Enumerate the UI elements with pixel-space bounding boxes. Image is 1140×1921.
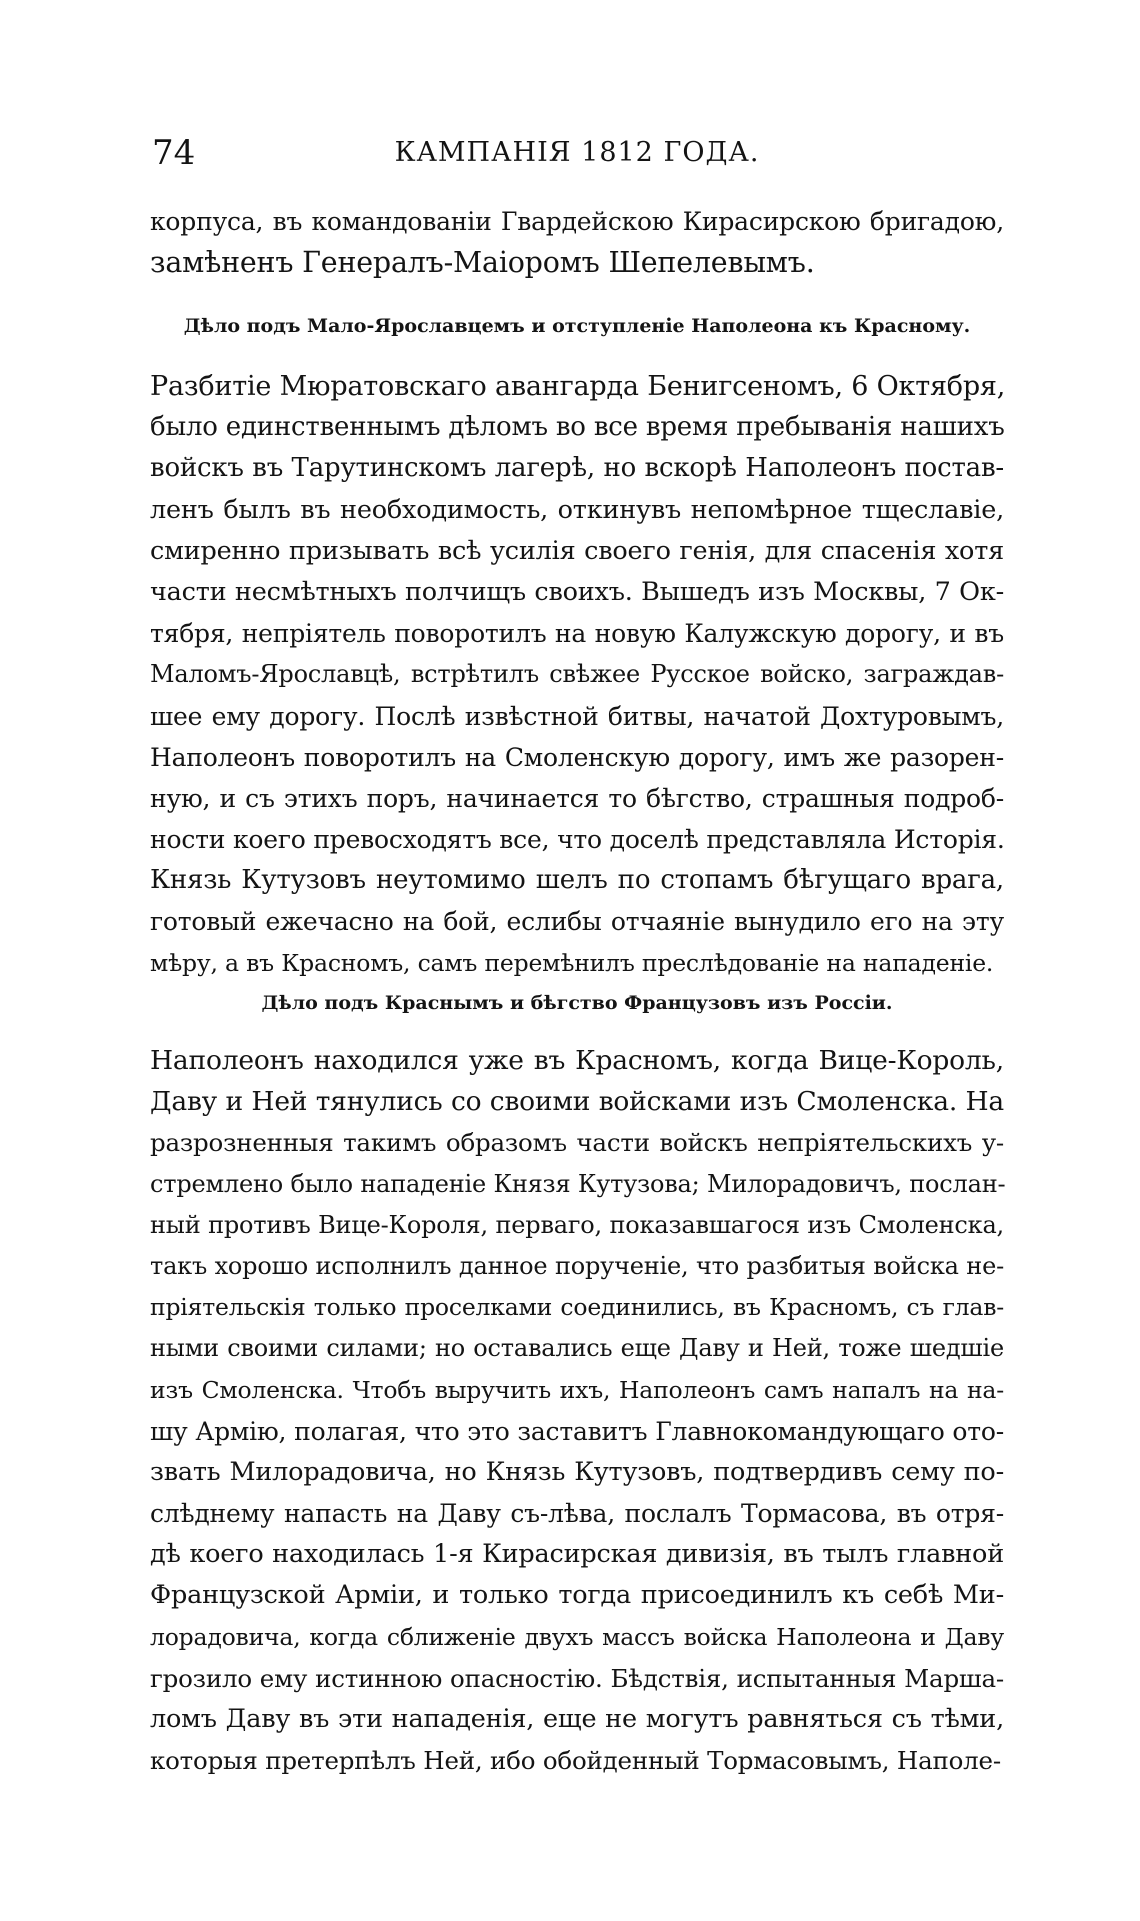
section-heading-maloyaroslavets: Дѣло подъ Мало-Ярославцемъ и отступленіе Наполеона къ Красному. — [183, 315, 971, 337]
text-line: которыя претерпѣлъ Ней, ибо обойденный Тормасовымъ, Наполе- — [150, 1746, 1001, 1776]
text-line: части несмѣтныхъ полчищъ своихъ. Вышедъ изъ Москвы, 7 Ок- — [150, 576, 1004, 607]
paragraph-krasnoye — [150, 1040, 1004, 1781]
text-line: ности коего превосходятъ все, что доселѣ представляла Исторія. — [150, 825, 1005, 855]
text-line: мѣру, а въ Красномъ, самъ перемѣнилъ преслѣдованіе на нападеніе. — [150, 948, 994, 977]
text-line: шее ему дорогу. Послѣ извѣстной битвы, начатой Дохтуровымъ, — [150, 701, 1004, 731]
text-line: тября, непріятель поворотилъ на новую Калужскую дорогу, и въ — [150, 619, 1004, 649]
text-line: Наполеонъ находился уже въ Красномъ, когда Вице-Король, — [150, 1045, 1004, 1076]
text-line: Французской Арміи, и только тогда присоединилъ къ себѣ Ми- — [150, 1580, 1004, 1611]
text-line: Маломъ-Ярославцѣ, встрѣтилъ свѣжее Русское войско, заграждав- — [150, 660, 1004, 689]
running-title: КАМПАНІЯ 1812 ГОДА. — [394, 137, 760, 168]
text-line: Князь Кутузовъ неутомимо шелъ по стопамъ бѣгущаго врага, — [150, 865, 1004, 896]
text-line: слѣднему напасть на Даву съ-лѣва, послалъ Тормасова, въ отря- — [150, 1499, 1004, 1529]
text-line: ный противъ Вице-Короля, перваго, показавшагося изъ Смоленска, — [150, 1210, 1004, 1239]
paragraph-maloyaroslavets — [150, 366, 1004, 984]
text-line: ную, и съ этихъ поръ, начинается то бѣгство, страшныя подроб- — [150, 783, 1004, 813]
text-line: разрозненныя такимъ образомъ части войскъ непріятельскихъ у- — [150, 1128, 1004, 1158]
text-line: грозило ему истинною опасностію. Бѣдствія, испытанныя Марша- — [150, 1663, 1004, 1693]
text-line: корпуса, въ командованіи Гвардейскою Кирасирскою бригадою, — [150, 207, 1004, 236]
page-number: 74 — [152, 133, 196, 173]
text-line: стремлено было нападеніе Князя Кутузова; Милорадовичъ, послан- — [150, 1169, 1006, 1198]
text-line: такъ хорошо исполнилъ данное порученіе, что разбитыя войска не- — [150, 1251, 1004, 1280]
text-line: дѣ коего находилась 1-я Кирасирская дивизія, въ тылъ главной — [150, 1539, 1004, 1570]
text-line: Разбитіе Мюратовскаго авангарда Бенигсеномъ, 6 Октября, — [150, 371, 1006, 402]
section-heading-krasnoye: Дѣло подъ Краснымъ и бѣгство Французовъ изъ Россіи. — [261, 992, 893, 1014]
text-line: шу Армію, полагая, что это заставитъ Главнокомандующаго ото- — [150, 1416, 1004, 1446]
text-line: было единственнымъ дѣломъ во все время пребыванія нашихъ — [150, 412, 1005, 443]
text-line: ленъ былъ въ необходимость, откинувъ непомѣрное тщеславіе, — [150, 494, 1004, 525]
intro-paragraph — [150, 201, 1004, 283]
text-line: смиренно призывать всѣ усилія своего генія, для спасенія хотя — [150, 535, 1004, 566]
text-line: звать Милорадовича, но Князь Кутузовъ, подтвердивъ сему по- — [150, 1456, 1004, 1487]
text-line: Даву и Ней тянулись со своими войсками изъ Смоленска. На — [150, 1086, 1004, 1118]
text-line: пріятельскія только проселками соединились, въ Красномъ, съ глав- — [150, 1293, 1004, 1322]
text-line: Наполеонъ поворотилъ на Смоленскую дорогу, имъ же разорен- — [150, 742, 1004, 772]
text-line: готовый ежечасно на бой, еслибы отчаяніе вынудило его на эту — [150, 907, 1004, 937]
text-line: ными своими силами; но оставались еще Даву и Ней, тоже шедшіе — [150, 1334, 1004, 1363]
text-line: войскъ въ Тарутинскомъ лагерѣ, но вскорѣ Наполеонъ постав- — [150, 453, 1004, 484]
text-line: изъ Смоленска. Чтобъ выручить ихъ, Наполеонъ самъ напалъ на на- — [150, 1375, 1004, 1404]
text-line: замѣненъ Генералъ-Маіоромъ Шепелевымъ. — [150, 246, 815, 280]
page-header — [152, 128, 1002, 178]
text-line: ломъ Даву въ эти нападенія, еще не могутъ равняться съ тѣми, — [150, 1704, 1004, 1734]
text-line: лорадовича, когда сближеніе двухъ массъ войска Наполеона и Даву — [150, 1622, 1004, 1651]
